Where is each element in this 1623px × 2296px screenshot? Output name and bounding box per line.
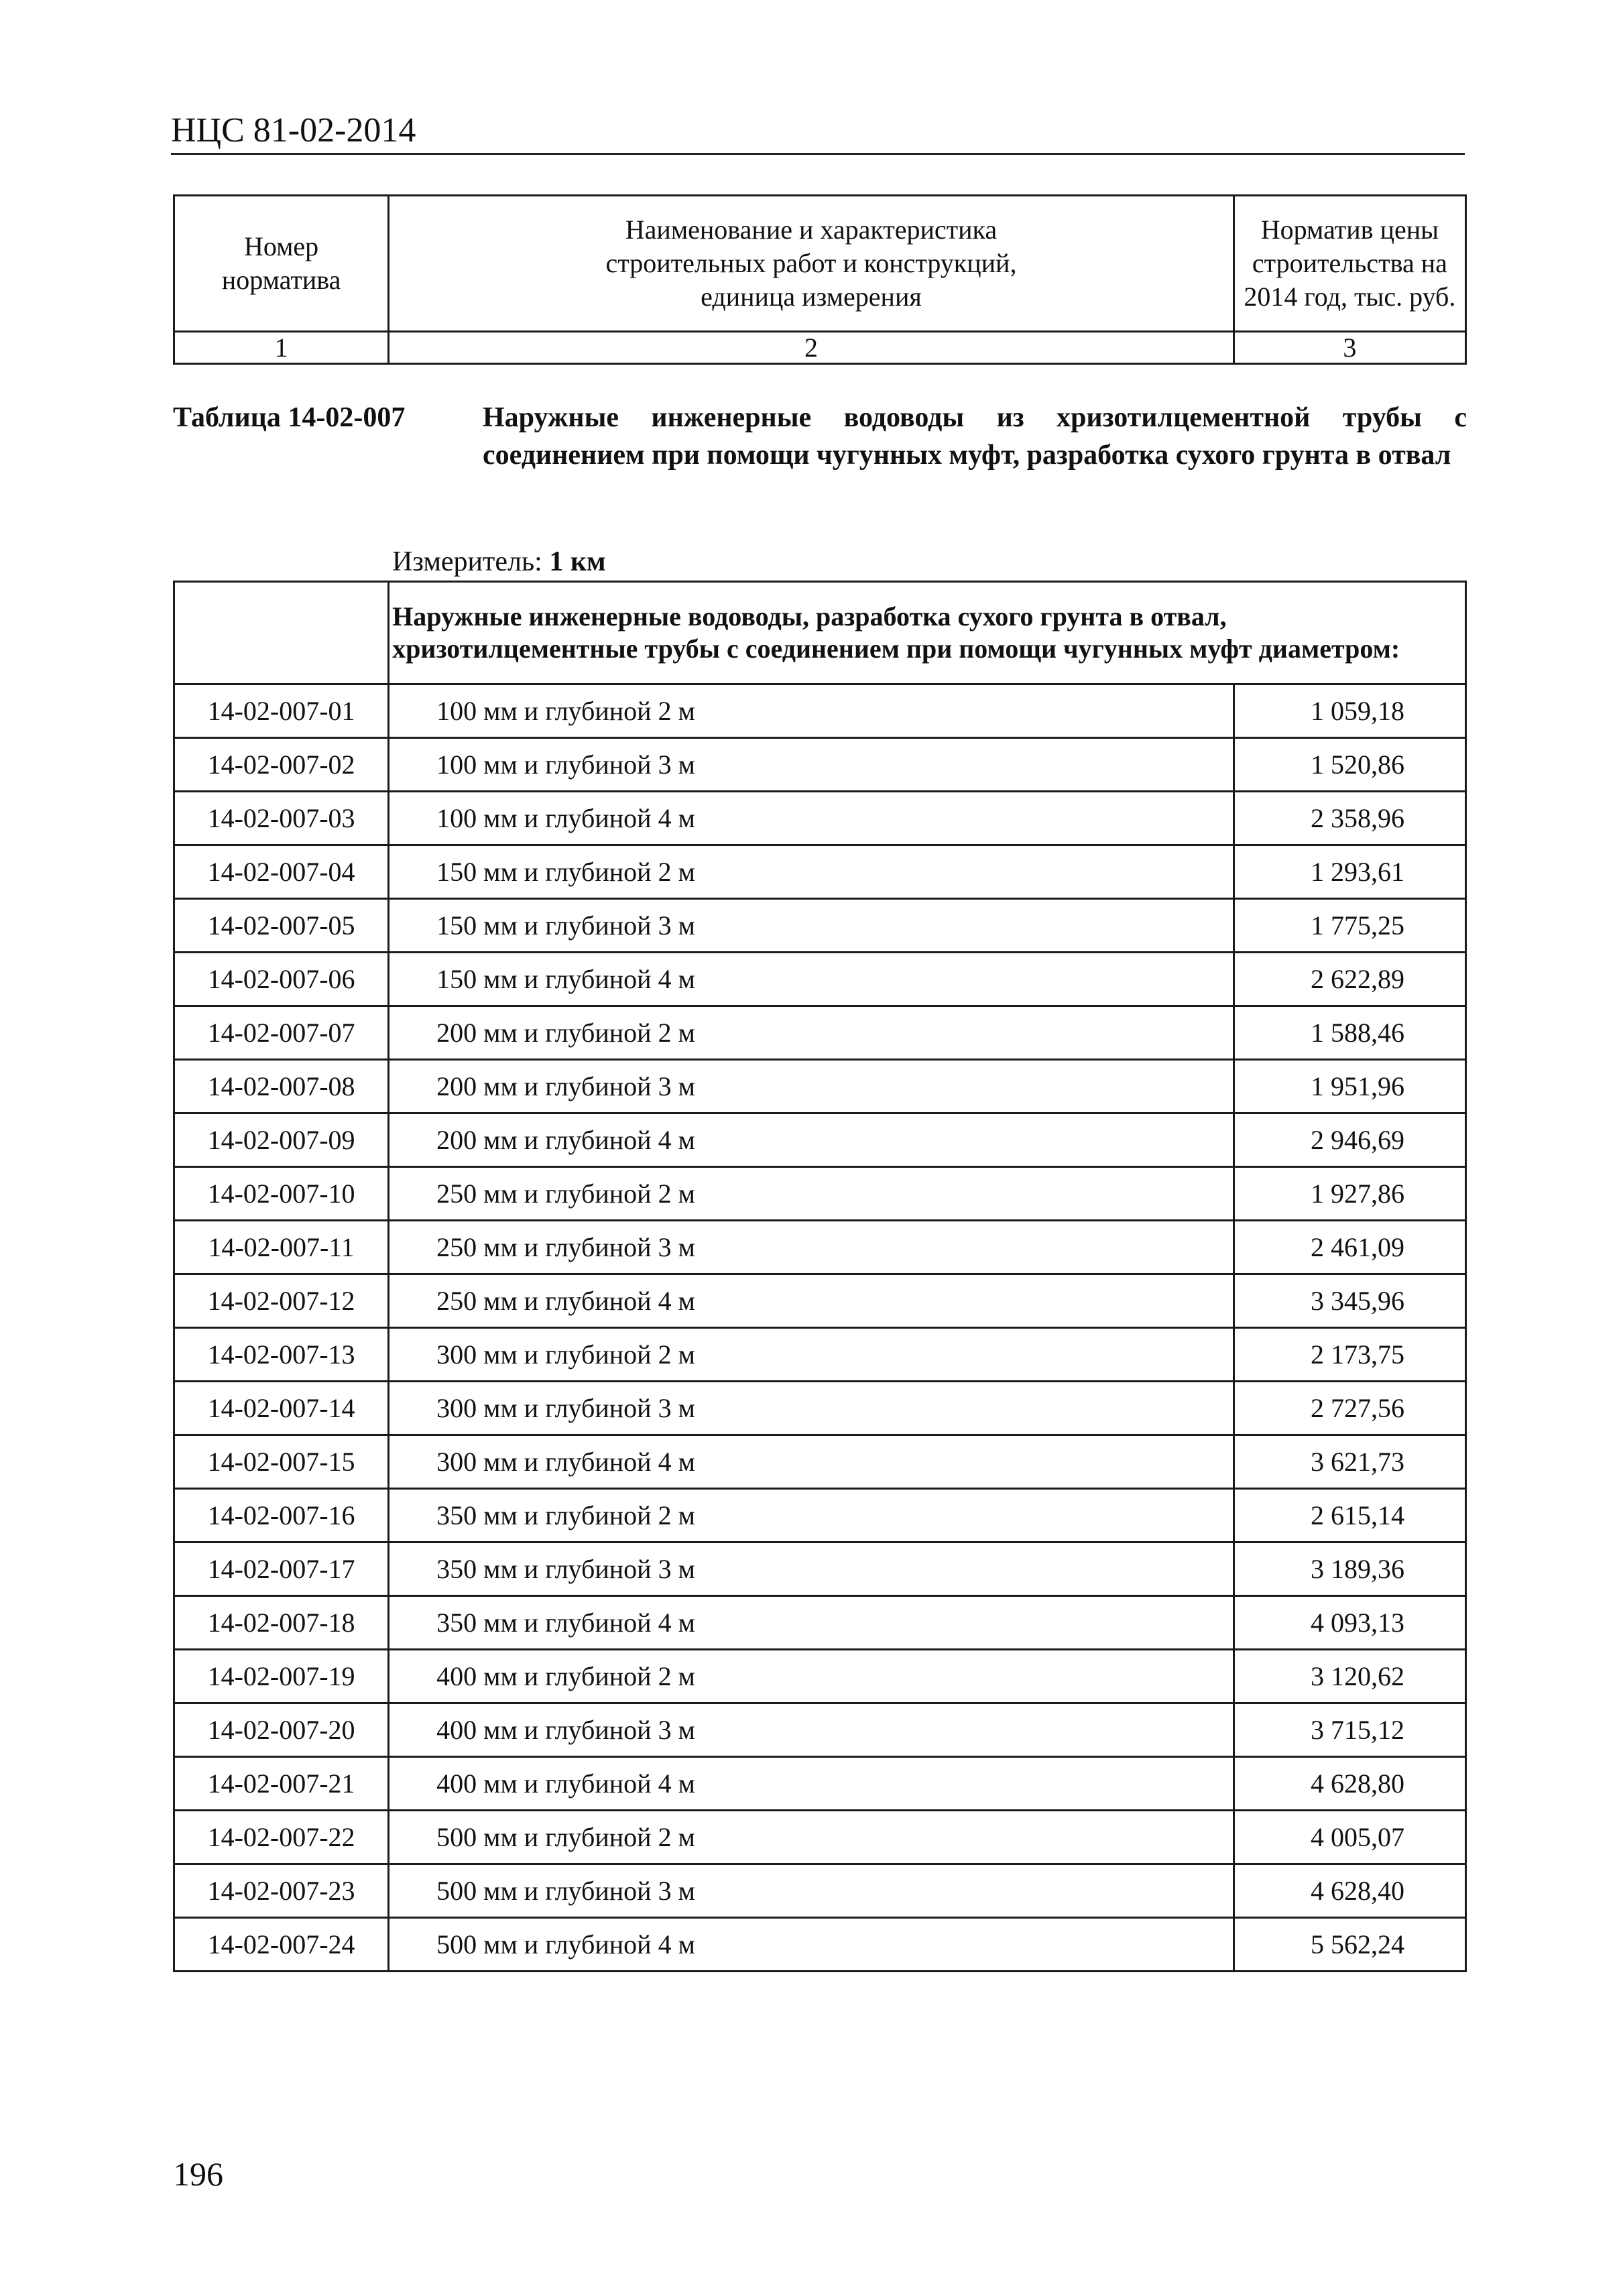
price-cell: 2 461,09 [1234, 1221, 1465, 1274]
price-cell: 4 093,13 [1234, 1596, 1465, 1650]
table-row [174, 1543, 1466, 1596]
work-description-cell: 500 мм и глубиной 2 м [389, 1811, 1234, 1864]
norm-code-cell: 14-02-007-09 [174, 1113, 389, 1167]
table-row [174, 1596, 1466, 1650]
norm-code-cell: 14-02-007-18 [174, 1596, 389, 1650]
work-description-cell: 150 мм и глубиной 3 м [389, 899, 1234, 953]
norm-code-cell: 14-02-007-06 [174, 953, 389, 1006]
table-row [174, 738, 1466, 792]
norm-code-cell: 14-02-007-07 [174, 1006, 389, 1060]
norm-code-cell: 14-02-007-10 [174, 1167, 389, 1221]
work-description-cell: 100 мм и глубиной 3 м [389, 738, 1234, 792]
work-description-cell: 400 мм и глубиной 2 м [389, 1650, 1234, 1703]
group-row [174, 582, 1466, 684]
work-description-cell: 300 мм и глубиной 4 м [389, 1435, 1234, 1489]
price-cell: 2 622,89 [1234, 953, 1465, 1006]
work-description-cell: 500 мм и глубиной 3 м [389, 1864, 1234, 1918]
unit-label: Измеритель: [392, 546, 542, 577]
work-description-cell: 350 мм и глубиной 2 м [389, 1489, 1234, 1543]
table-row [174, 1650, 1466, 1703]
table-caption-text: Наружные инженерные водоводы из хризотилцементной трубы с соединением при помощи чугунных муфт, разработка сухого грунта в отвал [483, 402, 1467, 471]
norm-code-cell: 14-02-007-01 [174, 684, 389, 738]
price-cell: 4 005,07 [1234, 1811, 1465, 1864]
price-cell: 1 951,96 [1234, 1060, 1465, 1113]
table-row [174, 1328, 1466, 1382]
norm-code-cell: 14-02-007-05 [174, 899, 389, 953]
price-cell: 2 946,69 [1234, 1113, 1465, 1167]
group-empty-cell [174, 582, 389, 684]
norm-code-cell: 14-02-007-02 [174, 738, 389, 792]
work-description-cell: 300 мм и глубиной 3 м [389, 1382, 1234, 1435]
price-cell: 1 293,61 [1234, 845, 1465, 899]
norm-code-cell: 14-02-007-11 [174, 1221, 389, 1274]
table-row [174, 953, 1466, 1006]
price-cell: 3 345,96 [1234, 1274, 1465, 1328]
price-cell: 3 189,36 [1234, 1543, 1465, 1596]
header-price-text: Норматив цены строительства на 2014 год, тыс. руб. [1244, 215, 1456, 312]
header-work-name [389, 196, 1234, 332]
norm-code-cell: 14-02-007-14 [174, 1382, 389, 1435]
price-cell: 3 120,62 [1234, 1650, 1465, 1703]
header-rule [171, 153, 1465, 155]
table-row [174, 899, 1466, 953]
header-work-name-text: Наименование и характеристика строительных работ и конструкций, единица измерения [605, 215, 1017, 312]
table-row [174, 1703, 1466, 1757]
column-number-row [174, 332, 1466, 364]
work-description-cell: 400 мм и глубиной 3 м [389, 1703, 1234, 1757]
price-cell: 2 173,75 [1234, 1328, 1465, 1382]
work-description-cell: 400 мм и глубиной 4 м [389, 1757, 1234, 1811]
price-cell: 4 628,80 [1234, 1757, 1465, 1811]
work-description-cell: 150 мм и глубиной 4 м [389, 953, 1234, 1006]
header-norm-number [174, 196, 389, 332]
work-description-cell: 200 мм и глубиной 2 м [389, 1006, 1234, 1060]
price-cell: 1 927,86 [1234, 1167, 1465, 1221]
group-title: Наружные инженерные водоводы, разработка сухого грунта в отвал, хризотилцементные трубы с соединением при помощи чугунных муфт диаметром: [389, 582, 1466, 684]
norm-code-cell: 14-02-007-24 [174, 1918, 389, 1972]
work-description-cell: 200 мм и глубиной 4 м [389, 1113, 1234, 1167]
header-norm-number-text: Номер норматива [221, 231, 341, 295]
work-description-cell: 350 мм и глубиной 4 м [389, 1596, 1234, 1650]
norm-code-cell: 14-02-007-17 [174, 1543, 389, 1596]
price-table-body [174, 582, 1466, 1972]
norm-code-cell: 14-02-007-08 [174, 1060, 389, 1113]
table-caption-label: Таблица 14-02-007 [173, 402, 406, 433]
header-price [1234, 196, 1465, 332]
table-row [174, 1382, 1466, 1435]
norm-code-cell: 14-02-007-04 [174, 845, 389, 899]
price-cell: 2 358,96 [1234, 792, 1465, 845]
price-cell: 5 562,24 [1234, 1918, 1465, 1972]
norm-code-cell: 14-02-007-19 [174, 1650, 389, 1703]
column-number-2: 2 [389, 332, 1234, 364]
table-row [174, 1060, 1466, 1113]
price-cell: 2 727,56 [1234, 1382, 1465, 1435]
table-row [174, 1757, 1466, 1811]
price-cell: 3 621,73 [1234, 1435, 1465, 1489]
table-row [174, 1167, 1466, 1221]
table-row [174, 1864, 1466, 1918]
price-cell: 4 628,40 [1234, 1864, 1465, 1918]
norm-code-cell: 14-02-007-23 [174, 1864, 389, 1918]
work-description-cell: 100 мм и глубиной 4 м [389, 792, 1234, 845]
price-cell: 1 588,46 [1234, 1006, 1465, 1060]
work-description-cell: 250 мм и глубиной 2 м [389, 1167, 1234, 1221]
price-cell: 3 715,12 [1234, 1703, 1465, 1757]
norm-code-cell: 14-02-007-03 [174, 792, 389, 845]
document-code: НЦС 81-02-2014 [171, 111, 416, 149]
column-number-1: 1 [174, 332, 389, 364]
table-row [174, 1274, 1466, 1328]
table-row [174, 1113, 1466, 1167]
work-description-cell: 300 мм и глубиной 2 м [389, 1328, 1234, 1382]
price-cell: 2 615,14 [1234, 1489, 1465, 1543]
table-row [174, 1006, 1466, 1060]
table-row [174, 845, 1466, 899]
table-row [174, 1435, 1466, 1489]
work-description-cell: 250 мм и глубиной 3 м [389, 1221, 1234, 1274]
page-number: 196 [173, 2155, 223, 2193]
work-description-cell: 350 мм и глубиной 3 м [389, 1543, 1234, 1596]
work-description-cell: 200 мм и глубиной 3 м [389, 1060, 1234, 1113]
column-header-row [174, 196, 1466, 332]
work-description-cell: 150 мм и глубиной 2 м [389, 845, 1234, 899]
norm-code-cell: 14-02-007-13 [174, 1328, 389, 1382]
table-row [174, 1918, 1466, 1972]
column-header-table [173, 194, 1467, 365]
table-row [174, 792, 1466, 845]
work-description-cell: 500 мм и глубиной 4 м [389, 1918, 1234, 1972]
unit-value: 1 км [549, 546, 606, 577]
table-row [174, 1489, 1466, 1543]
norm-code-cell: 14-02-007-15 [174, 1435, 389, 1489]
norm-code-cell: 14-02-007-16 [174, 1489, 389, 1543]
table-row [174, 1811, 1466, 1864]
price-cell: 1 520,86 [1234, 738, 1465, 792]
table-caption [173, 399, 1467, 474]
price-table [173, 581, 1467, 1972]
table-row [174, 1221, 1466, 1274]
norm-code-cell: 14-02-007-12 [174, 1274, 389, 1328]
work-description-cell: 250 мм и глубиной 4 м [389, 1274, 1234, 1328]
norm-code-cell: 14-02-007-21 [174, 1757, 389, 1811]
norm-code-cell: 14-02-007-22 [174, 1811, 389, 1864]
norm-code-cell: 14-02-007-20 [174, 1703, 389, 1757]
work-description-cell: 100 мм и глубиной 2 м [389, 684, 1234, 738]
table-row [174, 684, 1466, 738]
price-cell: 1 775,25 [1234, 899, 1465, 953]
column-number-3: 3 [1234, 332, 1465, 364]
price-cell: 1 059,18 [1234, 684, 1465, 738]
unit-line [392, 545, 606, 579]
